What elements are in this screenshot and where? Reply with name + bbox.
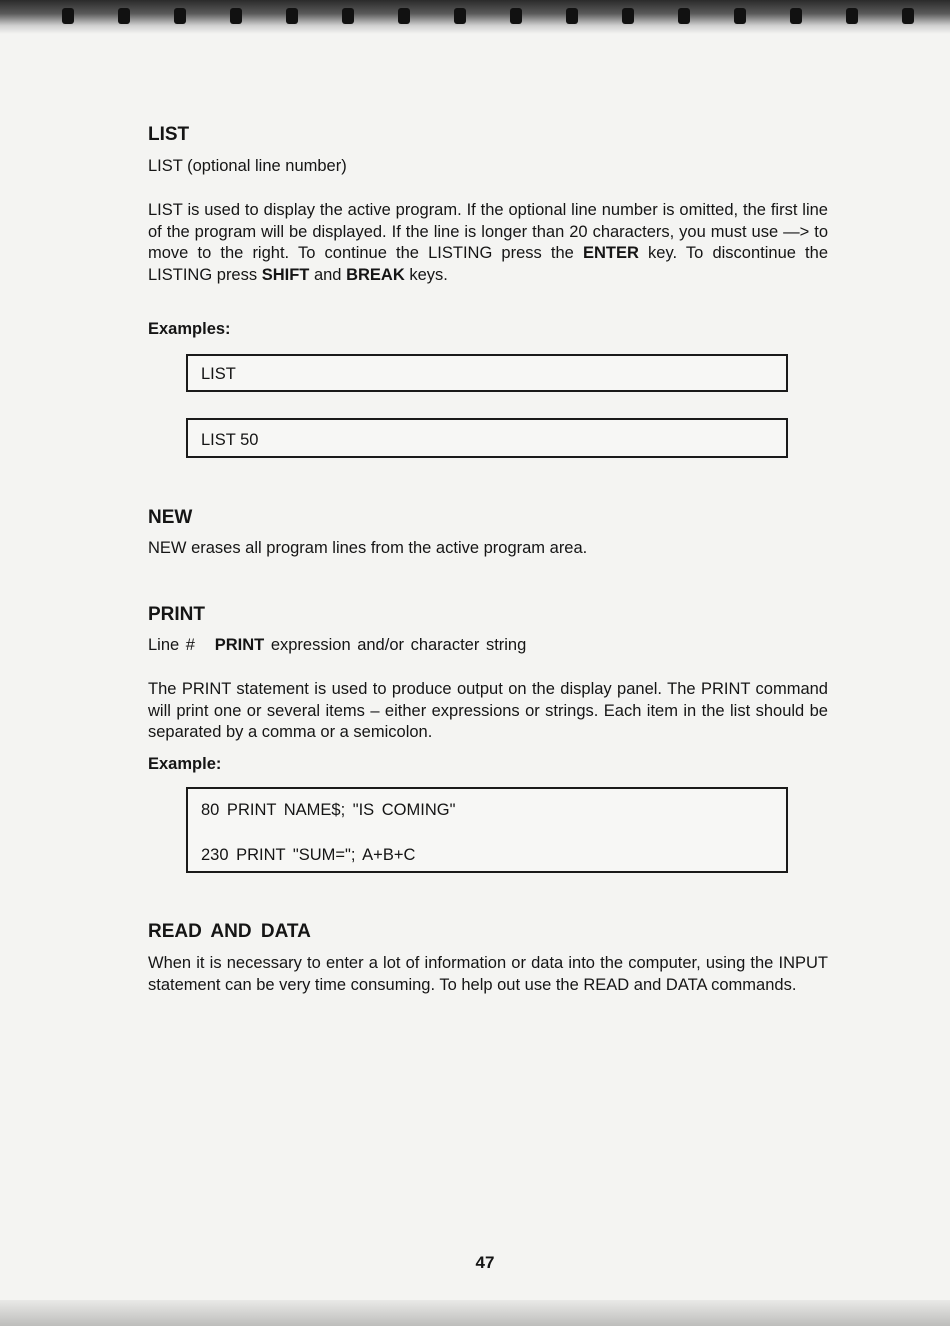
print-heading: PRINT: [148, 604, 205, 625]
binding-ring: [846, 8, 858, 24]
binding-ring: [678, 8, 690, 24]
read-data-heading: READ AND DATA: [148, 921, 311, 942]
list-example-box-2: [186, 418, 788, 458]
binding-ring: [230, 8, 242, 24]
binding-ring: [734, 8, 746, 24]
binding-ring: [174, 8, 186, 24]
list-examples-label: Examples:: [148, 320, 231, 338]
print-example-box: [186, 787, 788, 873]
binding-ring: [566, 8, 578, 24]
read-data-description: When it is necessary to enter a lot of information or data into the computer, using the INPUT statement can be very time consuming. To help out use the READ and DATA commands.: [148, 954, 828, 994]
spiral-binding: [0, 0, 950, 34]
binding-ring: [342, 8, 354, 24]
break-key: BREAK: [346, 265, 405, 284]
list-description: LIST is used to display the active program. If the optional line number is omitted, the first line of the program will be displayed. If the line is longer than 20 characters, you must use —> to move to the right. To continue the LISTING press the ENTER key. To discontinue the LISTING press SHIFT and BREAK keys.: [148, 201, 828, 284]
new-heading: NEW: [148, 507, 193, 528]
binding-ring: [118, 8, 130, 24]
list-heading: LIST: [148, 124, 190, 145]
print-example-label: Example:: [148, 755, 222, 773]
enter-key: ENTER: [582, 244, 639, 262]
code-line: LIST: [201, 365, 236, 383]
page-bottom-edge: [0, 1300, 950, 1326]
binding-ring: [286, 8, 298, 24]
shift-key: SHIFT: [261, 265, 310, 284]
binding-ring: [454, 8, 466, 24]
print-description: The PRINT statement is used to produce output on the display panel. The PRINT command will print one or several items – either expressions or strings. Each item in the list should be separated by a comma or a semicolon.: [148, 680, 828, 741]
binding-ring: [62, 8, 74, 24]
binding-ring: [622, 8, 634, 24]
list-syntax: LIST (optional line number): [148, 157, 347, 175]
print-syntax: Line # PRINT expression and/or character string: [148, 636, 527, 654]
code-line: LIST 50: [201, 431, 259, 449]
binding-ring: [902, 8, 914, 24]
list-example-box-1: [186, 354, 788, 392]
new-description: NEW erases all program lines from the active program area.: [148, 539, 588, 557]
code-line: 80 PRINT NAME$; "IS COMING": [201, 801, 456, 819]
binding-ring: [790, 8, 802, 24]
code-line: 230 PRINT "SUM="; A+B+C: [201, 846, 416, 864]
binding-ring: [398, 8, 410, 24]
print-keyword: PRINT: [214, 636, 265, 654]
binding-ring: [510, 8, 522, 24]
page-number: 47: [475, 1253, 495, 1272]
